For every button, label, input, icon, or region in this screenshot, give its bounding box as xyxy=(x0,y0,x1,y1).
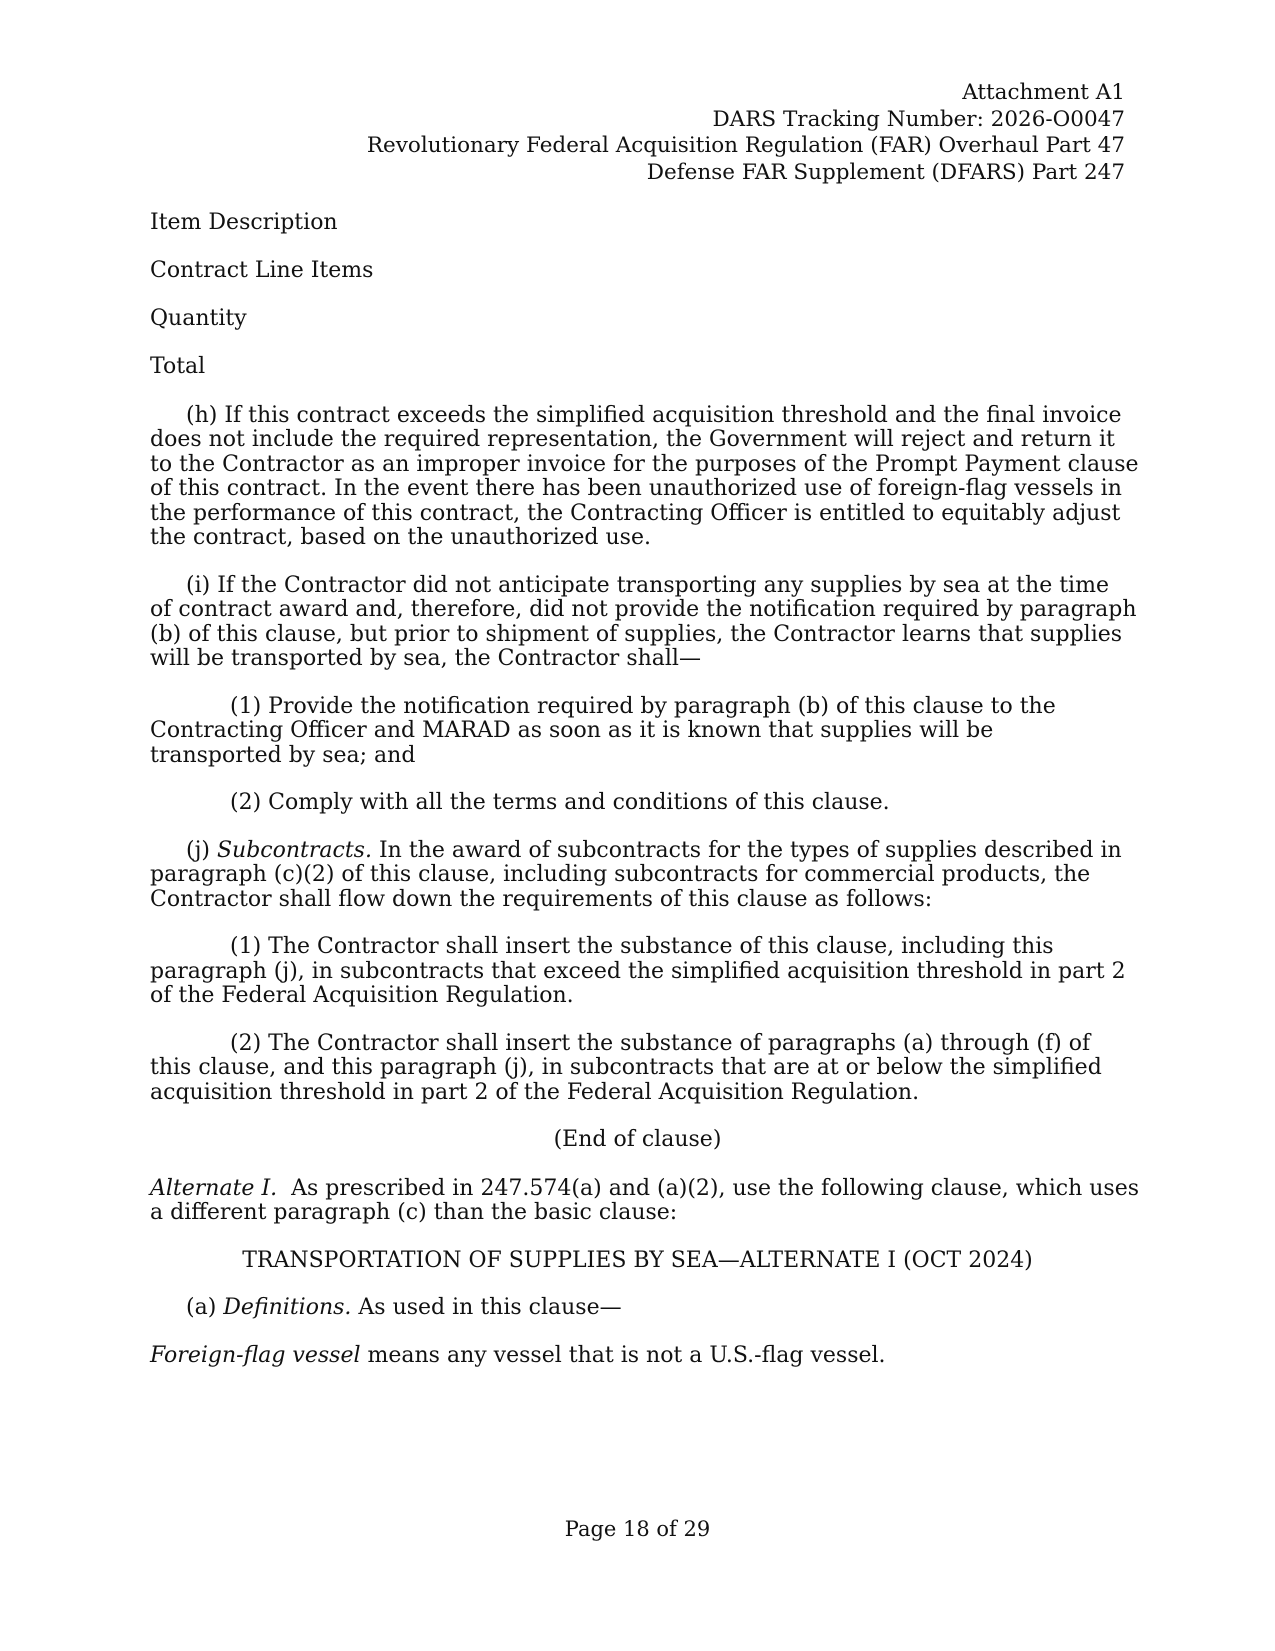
paragraph-line: paragraph (c)(2) of this clause, including subcontracts for commercial products, the xyxy=(150,862,1091,887)
paragraph-i-2 xyxy=(150,791,1125,816)
paragraph-line: transported by sea; and xyxy=(150,742,416,768)
definitions-heading: Definitions. xyxy=(223,1295,352,1320)
paragraph-i xyxy=(150,572,1137,672)
paragraph-line: will be transported by sea, the Contractor shall— xyxy=(150,646,701,671)
paragraph-line: a different paragraph (c) than the basic clause: xyxy=(150,1200,678,1225)
attachment-label: Attachment A1 xyxy=(962,80,1125,105)
paragraph-line: to the Contractor as an improper invoice for the purposes of the Prompt Payment clause xyxy=(150,451,1139,477)
paragraph-text: means any vessel that is not a U.S.-flag vessel. xyxy=(360,1342,886,1368)
paragraph-line: (1) The Contractor shall insert the substance of this clause, including this xyxy=(230,934,1054,959)
alternate-heading: Alternate I. xyxy=(150,1175,278,1201)
paragraph-line xyxy=(150,1344,1125,1369)
alternate-i-paragraph xyxy=(150,1175,1140,1226)
defined-term: Foreign-flag vessel xyxy=(150,1342,361,1368)
paragraph-line: (b) of this clause, but prior to shipment of supplies, the Contractor learns that supplies xyxy=(150,621,1123,647)
paragraph-line: this clause, and this paragraph (j), in subcontracts that are at or below the simplified xyxy=(150,1055,1102,1080)
paragraph-line: (h) If this contract exceeds the simplified acquisition threshold and the final invoice xyxy=(186,402,1122,428)
paragraph-line xyxy=(150,1175,1140,1202)
paragraph-a xyxy=(150,1296,1125,1321)
paragraph-line: does not include the required representation, the Government will reject and return it xyxy=(150,427,1115,452)
paragraph-line: acquisition threshold in part 2 of the Federal Acquisition Regulation. xyxy=(150,1079,920,1105)
paragraph-i-1 xyxy=(150,695,1125,769)
paragraph-j xyxy=(150,839,1125,913)
total-label: Total xyxy=(150,354,206,379)
end-of-clause: (End of clause) xyxy=(553,1127,722,1152)
paragraph-line xyxy=(150,1296,1125,1321)
paragraph-line: (i) If the Contractor did not anticipate transporting any supplies by sea at the time xyxy=(186,572,1109,598)
dfars-part-title: Defense FAR Supplement (DFARS) Part 247 xyxy=(646,159,1125,185)
paragraph-prefix: (a) xyxy=(186,1295,224,1320)
paragraph-line: (1) Provide the notification required by paragraph (b) of this clause to the xyxy=(230,693,1056,719)
paragraph-text: As used in this clause— xyxy=(351,1295,622,1320)
tracking-number: DARS Tracking Number: 2026-O0047 xyxy=(712,106,1125,132)
paragraph-line: the contract, based on the unauthorized use. xyxy=(150,525,651,550)
paragraph-line: of contract award and, therefore, did not provide the notification required by paragraph xyxy=(150,597,1137,622)
paragraph-j-1 xyxy=(150,935,1125,1009)
paragraph-line: Contracting Officer and MARAD as soon as it is known that supplies will be xyxy=(150,718,994,743)
subcontracts-heading: Subcontracts. xyxy=(216,837,372,863)
paragraph-line: the performance of this contract, the Contracting Officer is entitled to equitably adjust xyxy=(150,500,1121,526)
page-header xyxy=(367,80,1125,186)
foreign-flag-definition xyxy=(150,1344,1125,1369)
paragraph-line xyxy=(150,839,1125,864)
paragraph-h xyxy=(150,402,1139,551)
item-description-label: Item Description xyxy=(150,210,338,235)
clause-title: TRANSPORTATION OF SUPPLIES BY SEA—ALTERNATE I (OCT 2024) xyxy=(242,1247,1033,1273)
paragraph-line: (2) The Contractor shall insert the substance of paragraphs (a) through (f) of xyxy=(230,1030,1091,1056)
far-part-title: Revolutionary Federal Acquisition Regulation (FAR) Overhaul Part 47 xyxy=(366,133,1125,158)
paragraph-line: of this contract. In the event there has been unauthorized use of foreign-flag vessels in xyxy=(150,476,1122,501)
paragraph-text: As prescribed in 247.574(a) and (a)(2), use the following clause, which uses xyxy=(277,1175,1140,1201)
contract-line-items-label: Contract Line Items xyxy=(150,258,374,283)
page-number: Page 18 of 29 xyxy=(564,1517,711,1541)
paragraph-line: (2) Comply with all the terms and conditions of this clause. xyxy=(230,790,890,815)
paragraph-text: In the award of subcontracts for the types of supplies described in xyxy=(371,837,1122,863)
paragraph-j-2 xyxy=(150,1032,1125,1106)
paragraph-line: Contractor shall flow down the requirements of this clause as follows: xyxy=(150,886,933,912)
document-body xyxy=(150,210,1140,1368)
paragraph-prefix: (j) xyxy=(186,837,217,863)
quantity-label: Quantity xyxy=(150,306,247,331)
paragraph-line: paragraph (j), in subcontracts that exceed the simplified acquisition threshold in part 2 xyxy=(150,958,1126,984)
paragraph-line: of the Federal Acquisition Regulation. xyxy=(150,983,574,1008)
